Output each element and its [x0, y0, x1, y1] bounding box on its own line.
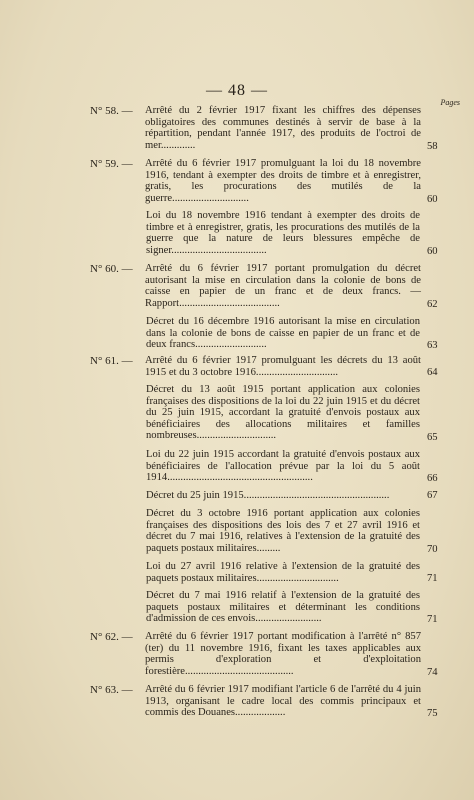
- entry-page-ref: 60: [427, 246, 438, 257]
- page-number: — 48 —: [206, 82, 268, 99]
- entry-text: Arrêté du 6 février 1917 portant promulgation du décret autorisant la mise en circulation dans la colonie de bons de caisse en papier de un franc et de deux francs. — Rapport......................................: [145, 263, 421, 309]
- entry-number: N° 60. —: [90, 263, 133, 275]
- entry-number: N° 58. —: [90, 105, 133, 117]
- entry-subtext: Loi du 18 novembre 1916 tendant à exempter des droits de timbre et à enregistrer, gratis, les procurations des mutilés de la guerre que la nature de leurs blessures empêche de signer....................................: [146, 210, 420, 256]
- entry-subtext: Loi du 22 juin 1915 accordant la gratuité d'envois postaux aux bénéficiaires de l'allocation prévue par la loi du 5 août 1914.......................................................: [146, 449, 420, 484]
- entry-page-ref: 74: [427, 667, 438, 678]
- entry-number: N° 63. —: [90, 684, 133, 696]
- entry-subtext: Décret du 13 août 1915 portant application aux colonies françaises des dispositions de la loi du 22 juin 1915 et du décret du 25 juin 1915, accordant la gratuité d'envois postaux aux bénéficiaires des allocations militaires et familles nombreuses..............................: [146, 384, 420, 442]
- entry-page-ref: 64: [427, 367, 438, 378]
- entry-subtext: Décret du 3 octobre 1916 portant application aux colonies françaises des dispositions des lois des 7 et 27 avril 1916 et décret du 7 mai 1916, relatives à l'extension de la gratuité des paquets postaux militaires.........: [146, 508, 420, 554]
- entry-page-ref: 70: [427, 544, 438, 555]
- entry-number: N° 62. —: [90, 631, 133, 643]
- entry-page-ref: 63: [427, 340, 438, 351]
- entry-page-ref: 67: [427, 490, 438, 501]
- entry-subtext: Décret du 16 décembre 1916 autorisant la mise en circulation dans la colonie de bons de caisse en papier de un franc et de deux francs...........................: [146, 316, 420, 351]
- entry-page-ref: 66: [427, 473, 438, 484]
- entry-text: Arrêté du 6 février 1917 modifiant l'article 6 de l'arrêté du 4 juin 1913, organisant le cadre local des commis principaux et commis des Douanes...................: [145, 684, 421, 719]
- entry-page-ref: 58: [427, 141, 438, 152]
- entry-number: N° 61. —: [90, 355, 133, 367]
- entry-number: N° 59. —: [90, 158, 133, 170]
- entry-subtext: Décret du 25 juin 1915.......................................................: [146, 490, 390, 501]
- entry-page-ref: 75: [427, 708, 438, 719]
- pages-column-header: Pages: [440, 98, 460, 107]
- entry-page-ref: 71: [427, 614, 438, 625]
- entry-text: Arrêté du 2 février 1917 fixant les chiffres des dépenses obligatoires des communes destinés à servir de base à la répartition, pendant l'année 1917, des produits de l'octroi de mer.............: [145, 105, 421, 151]
- entry-page-ref: 71: [427, 573, 438, 584]
- entry-subtext: Décret du 7 mai 1916 relatif à l'extension de la gratuité des paquets postaux militaires et déterminant les conditions d'admission de ces envois.........................: [146, 590, 420, 625]
- entry-page-ref: 60: [427, 194, 438, 205]
- entry-subtext: Loi du 27 avril 1916 relative à l'extension de la gratuité des paquets postaux militaires...............................: [146, 561, 420, 584]
- entry-text: Arrêté du 6 février 1917 promulguant les décrets du 13 août 1915 et du 3 octobre 1916...............................: [145, 355, 421, 378]
- entry-text: Arrêté du 6 février 1917 promulguant la loi du 18 novembre 1916, tendant à exempter des droits de timbre et à enregistrer, gratis, les procurations des mutilés de la guerre.............................: [145, 158, 421, 204]
- entry-page-ref: 62: [427, 299, 438, 310]
- entry-text: Arrêté du 6 février 1917 portant modification à l'arrêté n° 857 (ter) du 11 novembre 1916, fixant les taxes applicables aux permis d'exploration et d'exploitation forestière.........................................: [145, 631, 421, 677]
- entry-page-ref: 65: [427, 432, 438, 443]
